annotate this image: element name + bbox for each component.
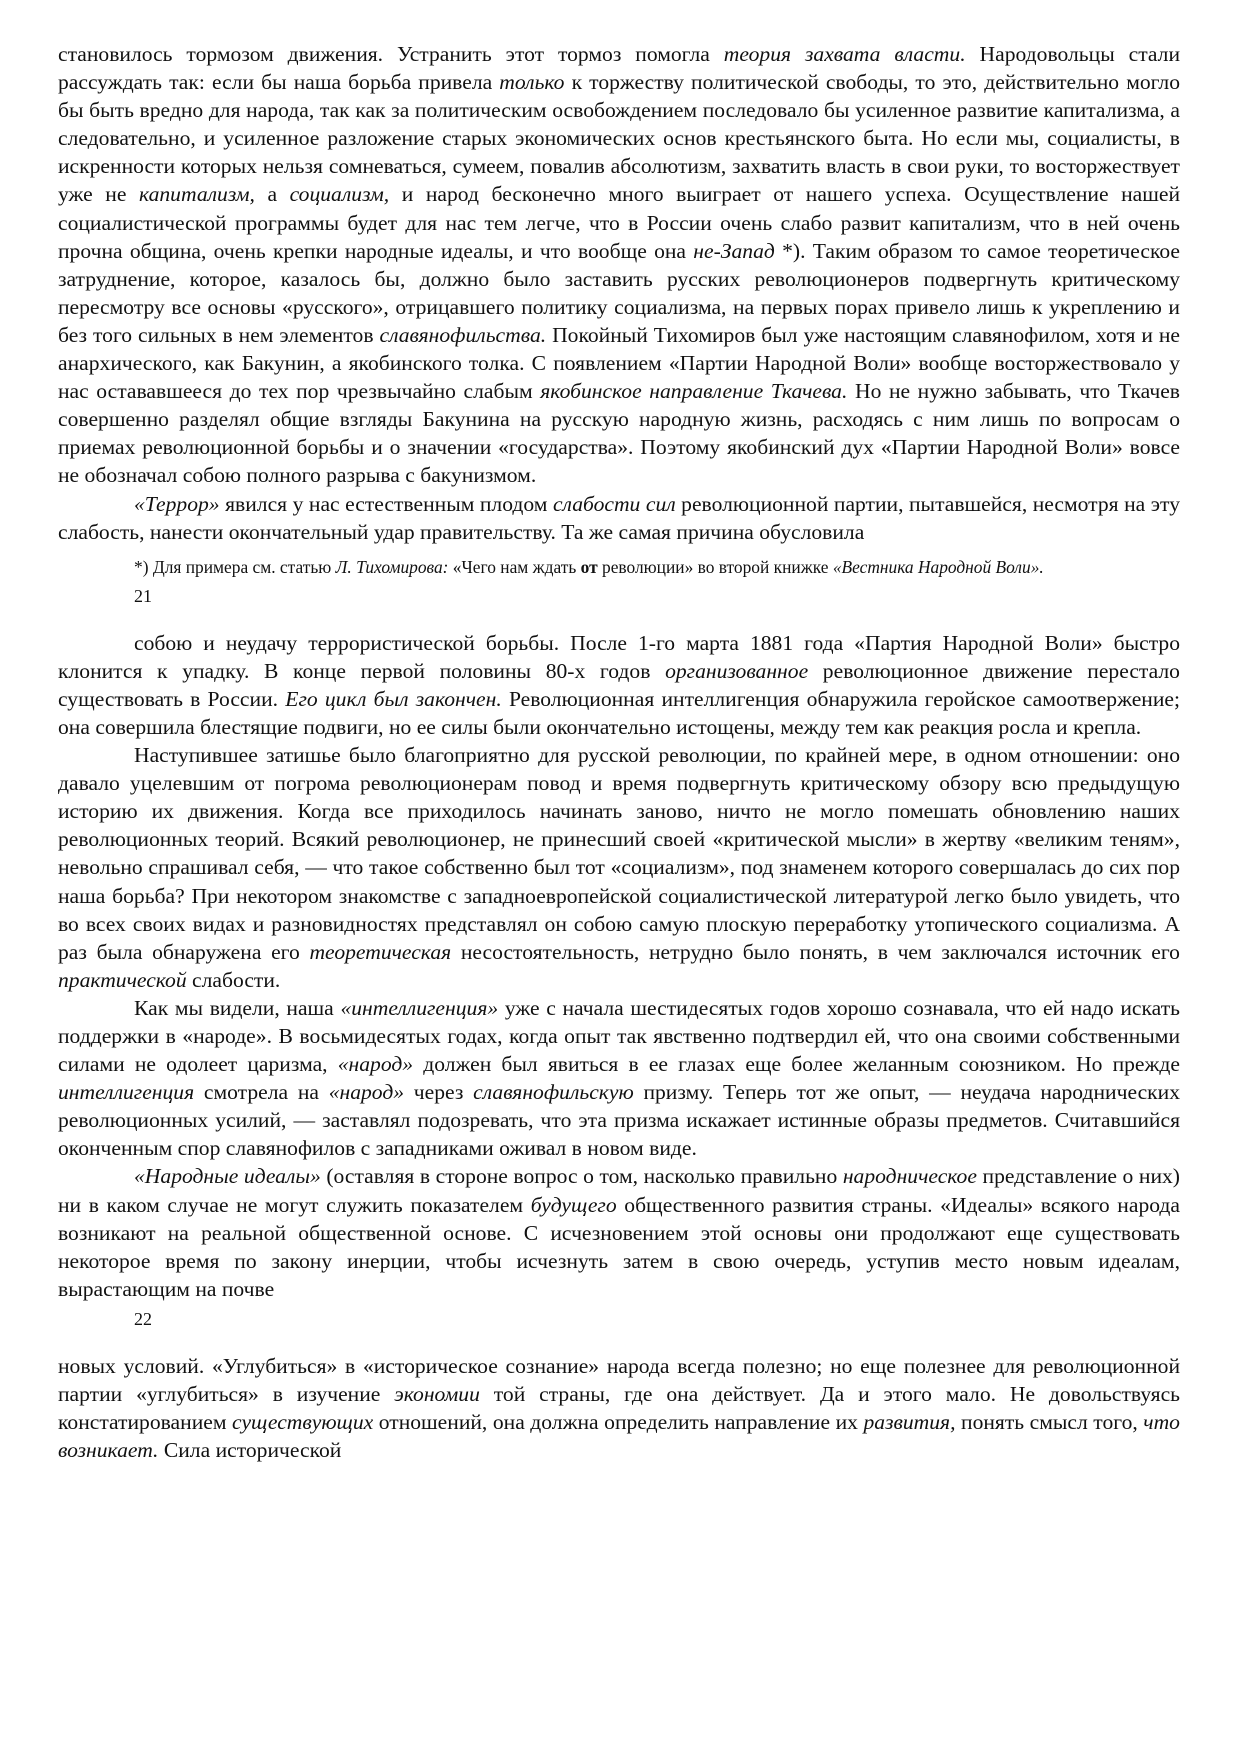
emphasis: Л. Тихомирова: — [335, 556, 449, 577]
emphasis: «интеллигенция» — [340, 995, 499, 1020]
emphasis: только — [499, 70, 565, 95]
emphasis: якобинское направление Ткачева. — [540, 379, 848, 404]
emphasis: будущего — [530, 1192, 617, 1217]
emphasis: Его цикл был закончен. — [285, 686, 502, 711]
document-page — [58, 40, 1180, 1464]
emphasis: слабости сил — [552, 491, 676, 516]
strong: от — [580, 556, 598, 577]
emphasis: не-Запад — [693, 238, 775, 263]
emphasis: практической — [58, 967, 187, 992]
page-number: 21 — [134, 585, 152, 606]
paragraph: «Террор» явился у нас естественным плодом слабости сил революционной партии, пытавшейся, несмотря на эту слабость, нанести окончательный удар правительству. Та же самая причина обусловила — [58, 491, 1180, 544]
emphasis: интеллигенция — [58, 1080, 195, 1105]
emphasis: «Вестника Народной Воли». — [832, 556, 1044, 577]
page-break — [58, 1331, 1180, 1352]
footnote: *) Для примера см. статью Л. Тихомирова: «Чего нам ждать от революции» во второй книжке «Вестника Народной Воли». — [134, 556, 1044, 577]
emphasis: «народ» — [328, 1080, 405, 1105]
emphasis: теория захвата власти. — [723, 42, 966, 66]
emphasis: «народ» — [337, 1052, 414, 1077]
emphasis: существующих — [232, 1410, 374, 1435]
emphasis: славянофильскую — [473, 1080, 634, 1105]
page-break — [58, 608, 1180, 629]
emphasis: народническое — [842, 1164, 977, 1189]
emphasis: славянофильства. — [379, 322, 547, 347]
paragraph: «Народные идеалы» (оставляя в стороне вопрос о том, насколько правильно народническое представление о них) ни в каком случае не могут служить показателем будущего общественного развития страны. «Идеалы» всякого народа возникают на реальной общественной основе. С исчезновением этой основы они продолжают еще существовать некоторое время по закону инерции, чтобы исчезнуть затем в свою очередь, уступив место новым идеалам, вырастающим на почве — [58, 1164, 1180, 1301]
paragraph: новых условий. «Углубиться» в «историческое сознание» народа всегда полезно; но еще полезнее для революционной партии «углубиться» в изучение экономии той страны, где она действует. Да и этого мало. Не довольствуясь констатированием существующих отношений, она должна определить направление их развития, понять смысл того, что возникает. Сила исторической — [58, 1353, 1181, 1463]
emphasis: что возникает. — [58, 1410, 1180, 1463]
emphasis: «Народные идеалы» — [134, 1164, 321, 1189]
paragraph: собою и неудачу террористической борьбы. После 1-го марта 1881 года «Партия Народной Воли» быстро клонится к упадку. В конце первой половины 80-х годов организованное революционное движение перестало существовать в России. Его цикл был закончен. Революционная интеллигенция обнаружила геройское самоотвержение; она совершила блестящие подвиги, но ее силы были окончательно истощены, между тем как реакция росла и крепла. — [58, 630, 1181, 739]
emphasis: социализм, — [289, 182, 390, 207]
emphasis: капитализм, — [139, 182, 255, 207]
page-number: 22 — [134, 1308, 152, 1329]
paragraph: становилось тормозом движения. Устранить этот тормоз помогла теория захвата власти. Народовольцы стали рассуждать так: если бы наша борьба привела только к торжеству политической свободы, то это, действительно могло бы быть вредно для народа, так как за политическим освобождением последовало бы усиленное развитие капитализма, а следовательно, и усиленное разложение старых экономических основ крестьянского быта. Но если мы, социалисты, в искренности которых нельзя сомневаться, сумеем, повалив абсолютизм, захватить власть в свои руки, то восторжествует уже не капитализм, а социализм, и народ бесконечно много выиграет от нашего успеха. Осуществление нашей социалистической программы будет для нас тем легче, что в России очень слабо развит капитализм, что в ней очень прочна община, очень крепки народные идеалы, и что вообще она не-Запад *). Таким образом то самое теоретическое затруднение, которое, казалось бы, должно было заставить русских революционеров подвергнуть критическому пересмотру все основы «русского», отрицавшего политику социализма, на первых порах привело лишь к укреплению и без того сильных в нем элементов славянофильства. Покойный Тихомиров был уже настоящим славянофилом, хотя и не анархического, как Бакунин, а якобинского толка. С появлением «Партии Народной Воли» вообще восторжествовало у нас остававшееся до тех пор чрезвычайно слабым якобинское направление Ткачева. Но не нужно забывать, что Ткачев совершенно разделял общие взгляды Бакунина на русскую народную жизнь, расходясь с ним лишь по вопросам о приемах революционной борьбы и о значении «государства». Поэтому якобинский дух «Партии Народной Воли» вовсе не обозначал собою полного разрыва с бакунизмом. — [58, 42, 1181, 488]
emphasis: теоретическая — [309, 939, 452, 964]
emphasis: организованное — [665, 658, 809, 683]
paragraph: Как мы видели, наша «интеллигенция» уже с начала шестидесятых годов хорошо сознавала, что ей надо искать поддержки в «народе». В восьмидесятых годах, когда опыт так явственно подтвердил ей, что она своими собственными силами не одолеет царизма, «народ» должен был явиться в ее глазах еще более желанным союзником. Но прежде интеллигенция смотрела на «народ» через славянофильскую призму. Теперь тот же опыт, — неудача народнических революционных усилий, — заставлял подозревать, что эта призма искажает истинные образы предметов. Считавшийся оконченным спор славянофилов с западниками оживал в новом виде. — [58, 995, 1180, 1161]
emphasis: развития, — [863, 1410, 956, 1435]
emphasis: экономии — [394, 1382, 480, 1407]
emphasis: «Террор» — [134, 491, 220, 516]
paragraph: Наступившее затишье было благоприятно для русской революции, по крайней мере, в одном отношении: оно давало уцелевшим от погрома революционерам повод и время подвергнуть критическому обзору всю предыдущую историю их движения. Когда все приходилось начинать заново, ничто не могло помешать обновлению наших революционных теорий. Всякий революционер, не принесший своей «критической мысли» в жертву «великим теням», невольно спрашивал себя, — что такое собственно был тот «социализм», под знаменем которого совершалась до сих пор наша борьба? При некотором знакомстве с западноевропейской социалистической литературой легко было увидеть, что во всех своих видах и разновидностях представлял он собою самую плоскую переработку утопического социализма. А раз была обнаружена его теоретическая несостоятельность, нетрудно было понять, в чем заключался источник его практической слабости. — [58, 743, 1180, 992]
